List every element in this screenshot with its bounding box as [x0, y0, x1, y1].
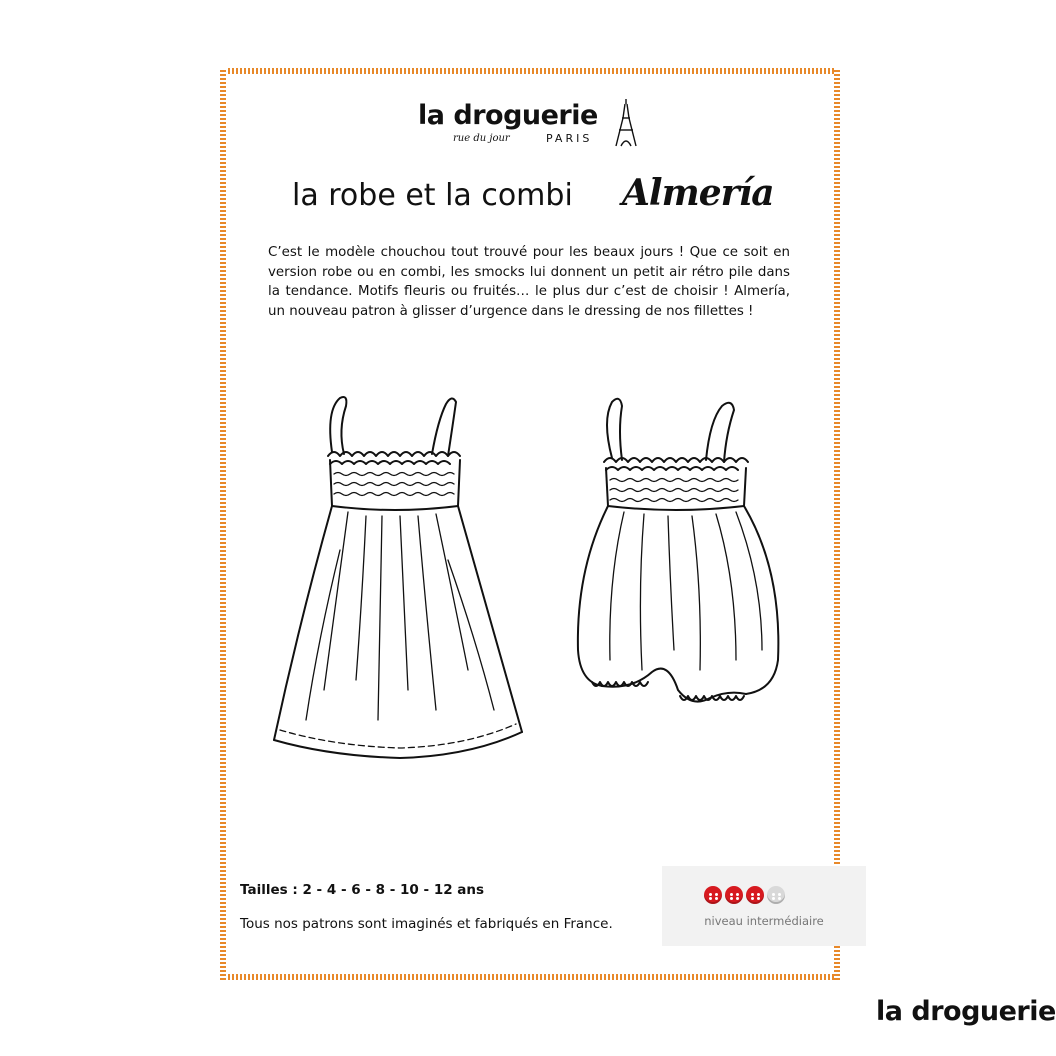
footer-brand-logo: la droguerie	[876, 996, 1056, 1027]
romper-illustration	[572, 390, 792, 720]
button-icon-filled	[746, 886, 764, 904]
brand-city: PARIS	[546, 132, 593, 145]
button-icon-filled	[704, 886, 722, 904]
brand-name: la droguerie	[418, 100, 598, 131]
frame-left	[220, 68, 226, 980]
dress-illustration	[270, 390, 560, 770]
difficulty-buttons	[704, 886, 785, 904]
frame-bottom	[220, 974, 840, 980]
button-icon-empty	[767, 886, 785, 904]
page-title: la robe et la combi	[292, 178, 573, 213]
difficulty-level-badge	[662, 866, 866, 946]
button-icon-filled	[725, 886, 743, 904]
intro-paragraph: C’est le modèle chouchou tout trouvé pour les beaux jours ! Que ce soit en version robe ou en combi, les smocks lui donnent un petit air rétro pile dans la tendance. Motifs fleuris ou fruités… le plus dur c’est de choisir ! Almería, un nouveau patron à glisser d’urgence dans le dressing de nos fillettes !	[268, 245, 790, 319]
page-title-script: Almería	[622, 172, 774, 214]
brand-logo	[410, 98, 650, 154]
eiffel-tower-icon	[614, 98, 638, 148]
brand-tagline: rue du jour	[453, 133, 510, 144]
sizes-label: Tailles : 2 - 4 - 6 - 8 - 10 - 12 ans	[240, 882, 485, 898]
difficulty-level-label: niveau intermédiaire	[704, 914, 824, 928]
frame-top	[220, 68, 840, 74]
made-in-france-note: Tous nos patrons sont imaginés et fabriqués en France.	[240, 916, 613, 932]
frame-right	[834, 68, 840, 980]
